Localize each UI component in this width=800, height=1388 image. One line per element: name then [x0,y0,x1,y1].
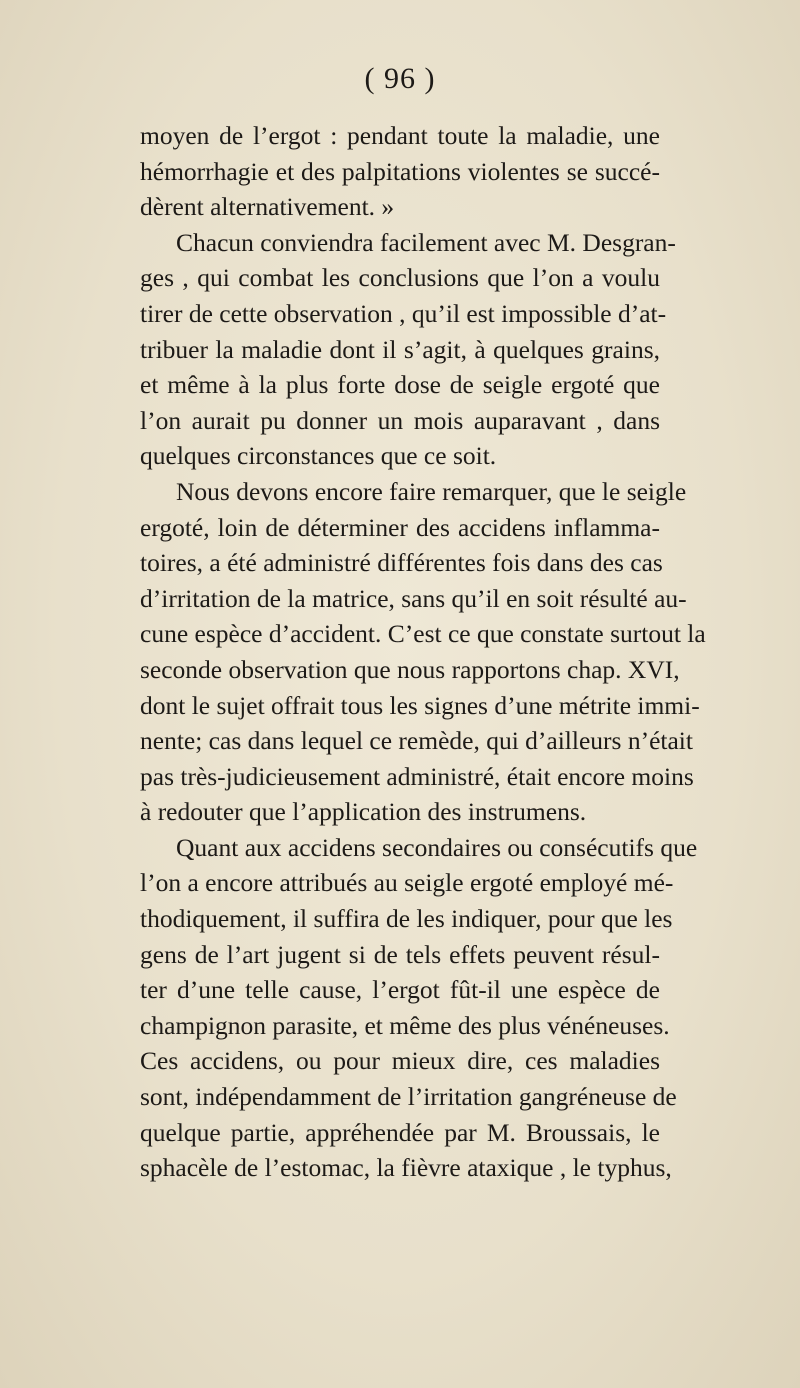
text-line: pas très-judicieusement administré, était encore moins [140,761,694,791]
text-line: ter d’une telle cause, l’ergot fût-il une espèce de [140,975,660,1005]
text-line: seconde observation que nous rapportons chap. XVI, [140,654,680,684]
text-line: Ces accidens, ou pour mieux dire, ces maladies [140,1046,660,1076]
text-line: quelque partie, appréhendée par M. Broussais, le [140,1117,660,1147]
text-line: gens de l’art jugent si de tels effets peuvent résul- [140,939,660,969]
text-line: toires, a été administré différentes fois dans des cas [140,548,663,578]
text-line: sont, indépendamment de l’irritation gangréneuse de [140,1082,677,1112]
text-line: champignon parasite, et même des plus vénéneuses. [140,1010,670,1040]
text-line: tribuer la maladie dont il s’agit, à quelques grains, [140,334,660,364]
text-line: hémorrhagie et des palpitations violentes se succé- [140,156,660,186]
text-line: thodiquement, il suffira de les indiquer, pour que les [140,904,673,934]
text-line: quelques circonstances que ce soit. [140,441,497,471]
text-line: à redouter que l’application des instrumens. [140,797,587,827]
text-line: Chacun conviendra facilement avec M. Desgran- [176,227,676,257]
page-number: ( 96 ) [364,62,436,95]
text-line: ergoté, loin de déterminer des accidens inflamma- [140,512,660,542]
text-line: nente; cas dans lequel ce remède, qui d’ailleurs n’était [140,726,693,756]
body-text [140,118,706,1186]
text-line: dont le sujet offrait tous les signes d’une métrite immi- [140,690,700,720]
text-line: d’irritation de la matrice, sans qu’il en soit résulté au- [140,583,687,613]
text-line: tirer de cette observation , qu’il est impossible d’at- [140,298,667,328]
text-line: sphacèle de l’estomac, la fièvre ataxique , le typhus, [140,1153,672,1183]
text-line: ges , qui combat les conclusions que l’on a voulu [140,263,660,293]
text-line: moyen de l’ergot : pendant toute la maladie, une [140,121,660,150]
text-line: l’on aurait pu donner un mois auparavant , dans [140,405,660,435]
text-line: Quant aux accidens secondaires ou consécutifs que [176,832,698,862]
text-line: et même à la plus forte dose de seigle ergoté que [140,370,660,400]
text-line: dèrent alternativement. » [140,192,395,222]
text-line: l’on a encore attribués au seigle ergoté employé mé- [140,868,674,898]
text-line: Nous devons encore faire remarquer, que le seigle [176,476,687,506]
text-line: cune espèce d’accident. C’est ce que constate surtout la [140,619,706,649]
